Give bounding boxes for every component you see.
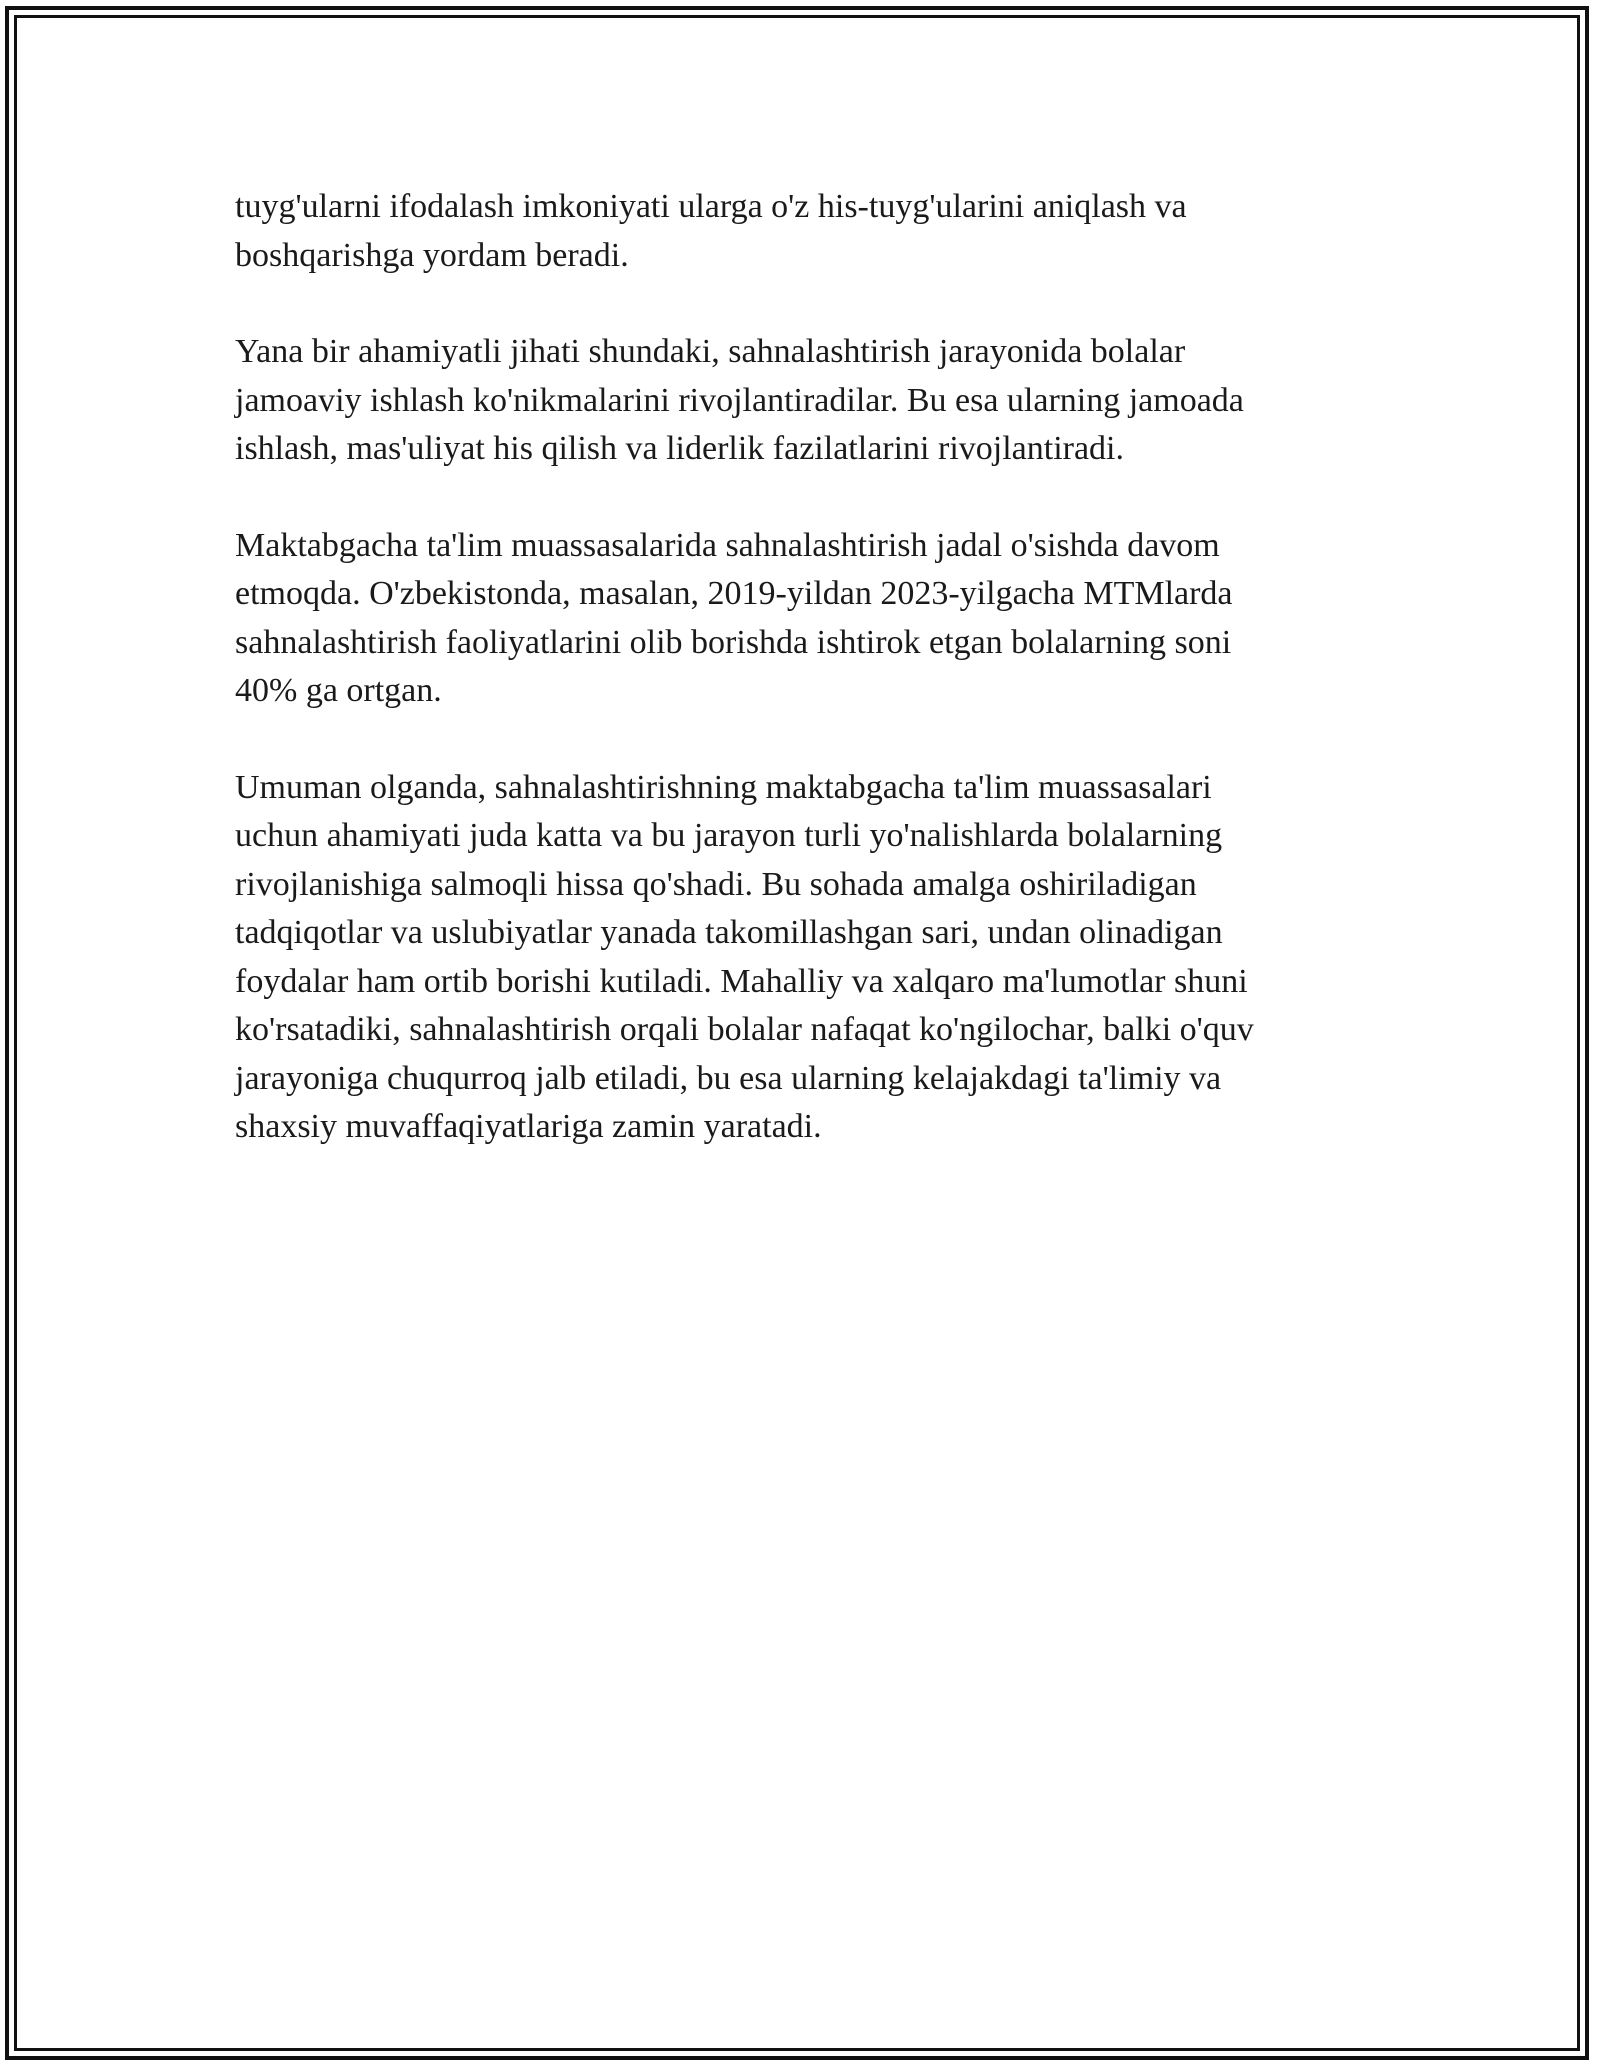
paragraph-line: jamoaviy ishlash ko'nikmalarini rivojlantiradilar. Bu esa ularning jamoada — [235, 381, 1244, 419]
paragraph-1 — [235, 183, 1365, 280]
paragraph-line: ishlash, mas'uliyat his qilish va liderlik fazilatlarini rivojlantiradi. — [235, 430, 1124, 467]
document-body — [235, 183, 1365, 1200]
paragraph-line: Maktabgacha ta'lim muassasalarida sahnalashtirish jadal o'sishda davom — [235, 526, 1220, 564]
paragraph-4 — [235, 764, 1365, 1152]
paragraph-line: boshqarishga yordam beradi. — [235, 236, 629, 274]
paragraph-2 — [235, 328, 1365, 474]
paragraph-line: tuyg'ularni ifodalash imkoniyati ularga o'z his-tuyg'ularini aniqlash va — [235, 188, 1187, 225]
paragraph-3 — [235, 522, 1365, 716]
paragraph-line: jarayoniga chuqurroq jalb etiladi, bu esa ularning kelajakdagi ta'limiy va — [235, 1059, 1222, 1097]
paragraph-line: Yana bir ahamiyatli jihati shundaki, sahnalashtirish jarayonida bolalar — [235, 333, 1186, 370]
paragraph-line: etmoqda. O'zbekistonda, masalan, 2019-yildan 2023-yilgacha MTMlarda — [235, 575, 1233, 612]
paragraph-line: ko'rsatadiki, sahnalashtirish orqali bolalar nafaqat ko'ngilochar, balki o'quv — [235, 1011, 1254, 1048]
paragraph-line: tadqiqotlar va uslubiyatlar yanada takomillashgan sari, undan olinadigan — [235, 914, 1223, 951]
paragraph-line: foydalar ham ortib borishi kutiladi. Mahalliy va xalqaro ma'lumotlar shuni — [235, 962, 1248, 1000]
paragraph-line: shaxsiy muvaffaqiyatlariga zamin yaratadi. — [235, 1108, 822, 1145]
paragraph-line: Umuman olganda, sahnalashtirishning maktabgacha ta'lim muassasalari — [235, 768, 1212, 806]
paragraph-line: 40% ga ortgan. — [235, 672, 442, 709]
paragraph-line: uchun ahamiyati juda katta va bu jarayon turli yo'nalishlarda bolalarning — [235, 817, 1223, 854]
paragraph-line: sahnalashtirish faoliyatlarini olib borishda ishtirok etgan bolalarning soni — [235, 623, 1232, 661]
paragraph-line: rivojlanishiga salmoqli hissa qo'shadi. Bu sohada amalga oshiriladigan — [235, 865, 1197, 903]
